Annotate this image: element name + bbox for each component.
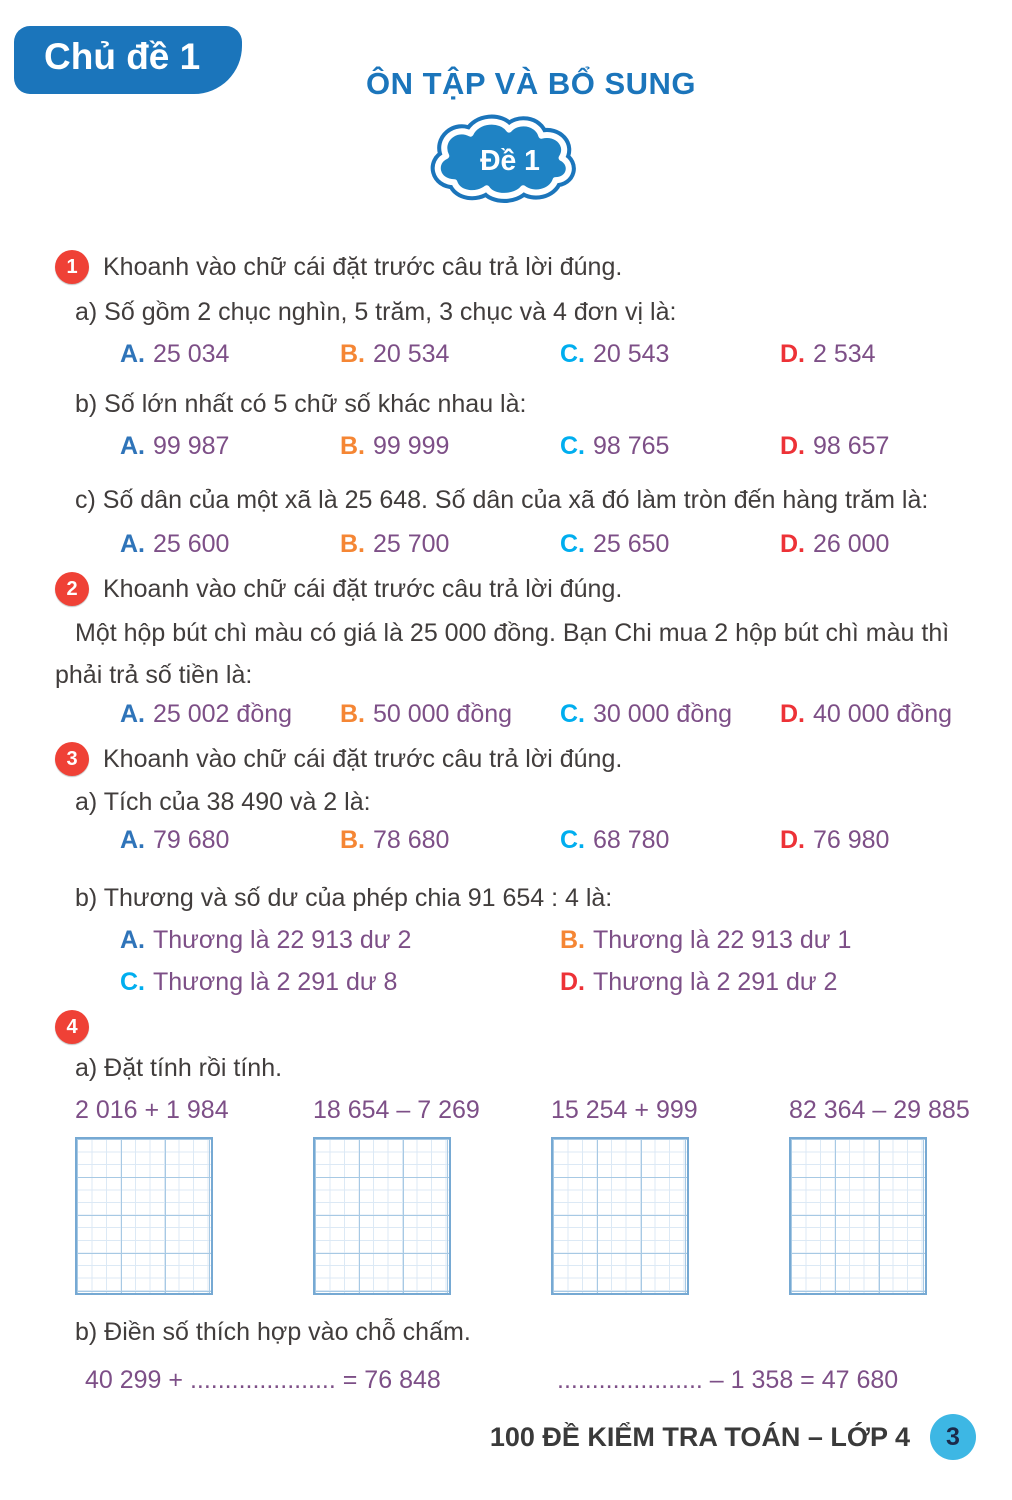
work-column: [313, 1096, 551, 1295]
answer-grid: [75, 1137, 213, 1295]
option-letter: B.: [340, 432, 365, 460]
option-letter: A.: [120, 432, 145, 460]
answer-option: [560, 826, 780, 855]
option-letter: D.: [780, 826, 805, 854]
test-number-cloud: [424, 110, 596, 214]
answer-option: [560, 700, 780, 729]
option-letter: A.: [120, 340, 145, 368]
page-number-badge: 3: [930, 1414, 976, 1460]
question-2-body: Một hộp bút chì màu có giá là 25 000 đồng. Bạn Chi mua 2 hộp bút chì màu thì phải trả số tiền là:: [55, 619, 950, 689]
work-column: [789, 1096, 995, 1295]
question-1a-text: a) Số gồm 2 chục nghìn, 5 trăm, 3 chục và 4 đơn vị là:: [75, 298, 677, 326]
page-footer: [0, 1414, 1012, 1460]
option-value: Thương là 22 913 dư 1: [593, 926, 852, 954]
option-letter: B.: [340, 530, 365, 558]
option-value: 50 000 đồng: [373, 700, 513, 728]
fill-in-blanks-row: [85, 1366, 965, 1395]
answer-option: [120, 432, 340, 461]
question-4a-text: a) Đặt tính rồi tính.: [75, 1054, 283, 1082]
question-2-header: [55, 572, 622, 606]
option-letter: D.: [780, 530, 805, 558]
answer-option: [560, 530, 780, 559]
option-value: 76 980: [813, 826, 890, 854]
option-value: Thương là 2 291 dư 2: [593, 968, 838, 996]
option-letter: B.: [340, 700, 365, 728]
option-value: 98 657: [813, 432, 890, 460]
option-value: 25 034: [153, 340, 230, 368]
page-title: ÔN TẬP VÀ BỔ SUNG: [365, 66, 697, 101]
calculation-work-area: [75, 1096, 995, 1295]
answer-option: [780, 530, 970, 559]
chapter-badge: Chủ đề 1: [14, 26, 242, 94]
answer-option: [780, 432, 970, 461]
question-3a-text: a) Tích của 38 490 và 2 là:: [75, 788, 371, 816]
option-value: Thương là 2 291 dư 8: [153, 968, 398, 996]
answer-option: [560, 432, 780, 461]
option-letter: C.: [560, 340, 585, 368]
answer-option: [780, 340, 970, 369]
answer-grid: [789, 1137, 927, 1295]
option-letter: B.: [560, 926, 585, 954]
option-value: 25 002 đồng: [153, 700, 293, 728]
question-prompt: Khoanh vào chữ cái đặt trước câu trả lời đúng.: [103, 252, 623, 281]
answer-option: [780, 826, 970, 855]
answer-grid: [313, 1137, 451, 1295]
answer-option: [340, 700, 560, 729]
option-value: 2 534: [813, 340, 876, 368]
answer-option: [340, 340, 560, 369]
answer-option: [120, 968, 560, 997]
question-4b-text: b) Điền số thích hợp vào chỗ chấm.: [75, 1318, 471, 1346]
cloud-icon: [424, 110, 596, 214]
answer-option: [120, 700, 340, 729]
question-number-badge: 4: [55, 1010, 89, 1044]
option-value: 20 534: [373, 340, 450, 368]
option-value: 26 000: [813, 530, 890, 558]
expression: 15 254 + 999: [551, 1096, 698, 1124]
option-letter: D.: [780, 700, 805, 728]
question-3b-options-row-1: [120, 926, 970, 955]
answer-option: [120, 826, 340, 855]
option-letter: A.: [120, 926, 145, 954]
question-1c-options: [120, 530, 970, 559]
option-letter: C.: [560, 432, 585, 460]
option-value: 30 000 đồng: [593, 700, 733, 728]
option-letter: C.: [560, 530, 585, 558]
expression: 18 654 – 7 269: [313, 1096, 480, 1124]
answer-option: [340, 826, 560, 855]
answer-option: [120, 530, 340, 559]
question-number-badge: 3: [55, 742, 89, 776]
option-letter: A.: [120, 700, 145, 728]
option-value: 25 700: [373, 530, 450, 558]
question-1b-options: [120, 432, 970, 461]
answer-option: [340, 530, 560, 559]
question-3-header: [55, 742, 622, 776]
question-prompt: Khoanh vào chữ cái đặt trước câu trả lời đúng.: [103, 744, 623, 773]
question-3a-options: [120, 826, 970, 855]
question-3b-options-row-2: [120, 968, 970, 997]
work-column: [551, 1096, 789, 1295]
question-1a-options: [120, 340, 970, 369]
question-1b-text: b) Số lớn nhất có 5 chữ số khác nhau là:: [75, 390, 527, 418]
option-value: 98 765: [593, 432, 670, 460]
answer-option: [340, 432, 560, 461]
option-letter: A.: [120, 530, 145, 558]
work-column: [75, 1096, 313, 1295]
option-value: 20 543: [593, 340, 670, 368]
answer-option: [780, 700, 970, 729]
option-value: 40 000 đồng: [813, 700, 953, 728]
option-letter: D.: [780, 340, 805, 368]
question-number-badge: 1: [55, 250, 89, 284]
answer-option: [120, 926, 560, 955]
question-2-options: [120, 700, 970, 729]
fill-equation: 40 299 + ..................... = 76 848: [85, 1366, 441, 1394]
answer-option: [120, 340, 340, 369]
question-number-badge: 2: [55, 572, 89, 606]
question-1-header: [55, 250, 622, 284]
option-value: 78 680: [373, 826, 450, 854]
question-1c-text: c) Số dân của một xã là 25 648. Số dân của xã đó làm tròn đến hàng trăm là:: [75, 486, 929, 514]
option-value: 25 600: [153, 530, 230, 558]
option-value: 68 780: [593, 826, 670, 854]
option-value: 99 999: [373, 432, 450, 460]
option-value: 99 987: [153, 432, 230, 460]
option-letter: D.: [780, 432, 805, 460]
answer-grid: [551, 1137, 689, 1295]
option-letter: B.: [340, 340, 365, 368]
option-letter: D.: [560, 968, 585, 996]
question-3b-text: b) Thương và số dư của phép chia 91 654 : 4 là:: [75, 884, 613, 912]
option-letter: B.: [340, 826, 365, 854]
expression: 2 016 + 1 984: [75, 1096, 229, 1124]
question-4-header: [55, 1010, 89, 1044]
option-value: 79 680: [153, 826, 230, 854]
option-letter: C.: [120, 968, 145, 996]
option-letter: C.: [560, 700, 585, 728]
cloud-label: Đề 1: [480, 145, 540, 178]
option-letter: C.: [560, 826, 585, 854]
expression: 82 364 – 29 885: [789, 1096, 970, 1124]
option-letter: A.: [120, 826, 145, 854]
fill-equation: ..................... – 1 358 = 47 680: [557, 1366, 899, 1394]
option-value: 25 650: [593, 530, 670, 558]
book-title: 100 ĐỀ KIỂM TRA TOÁN – LỚP 4: [489, 1421, 910, 1452]
answer-option: [560, 926, 970, 955]
answer-option: [560, 340, 780, 369]
question-prompt: Khoanh vào chữ cái đặt trước câu trả lời đúng.: [103, 574, 623, 603]
option-value: Thương là 22 913 dư 2: [153, 926, 412, 954]
answer-option: [560, 968, 970, 997]
